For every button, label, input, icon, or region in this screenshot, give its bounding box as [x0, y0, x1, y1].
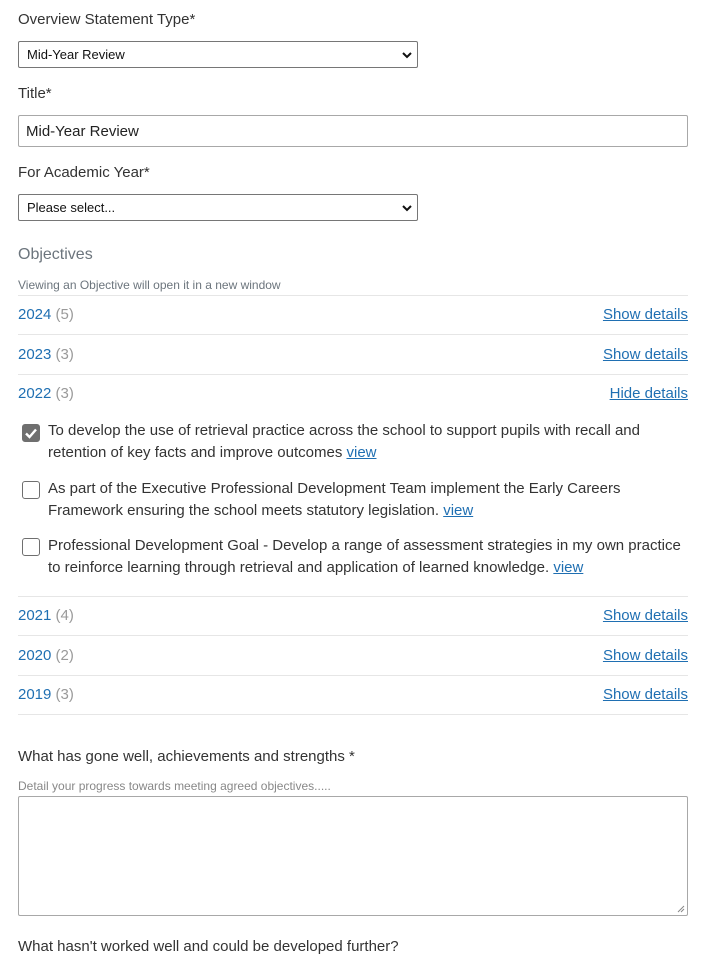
year-count: (4) — [55, 607, 74, 624]
title-input-value: Mid-Year Review — [26, 122, 139, 140]
year-label: 2019 — [18, 686, 52, 703]
objective-item-3 — [48, 535, 698, 578]
objective-checkbox-1[interactable] — [22, 424, 40, 442]
year-row-2020 — [18, 647, 74, 664]
view-objective-link-3[interactable]: view — [553, 558, 584, 576]
divider — [18, 635, 688, 636]
year-row-2023 — [18, 346, 74, 363]
view-objective-link-1[interactable]: view — [346, 443, 377, 461]
year-count: (3) — [55, 346, 74, 363]
went-well-hint: Detail your progress towards meeting agreed objectives..... — [18, 779, 331, 793]
year-count: (3) — [55, 686, 74, 703]
divider — [18, 675, 688, 676]
overview-type-selected-value: Mid-Year Review — [27, 47, 125, 62]
objective-text: To develop the use of retrieval practice across the school to support pupils with recall and — [48, 422, 640, 439]
chevron-down-icon — [401, 49, 413, 61]
objective-text: As part of the Executive Professional Development Team implement the Early Careers — [48, 480, 621, 497]
title-input[interactable] — [18, 115, 688, 147]
went-well-label: What has gone well, achievements and strengths * — [18, 748, 355, 765]
show-details-link-2020[interactable]: Show details — [602, 647, 688, 664]
divider — [18, 596, 688, 597]
show-details-link-2023[interactable]: Show details — [602, 346, 688, 363]
divider — [18, 714, 688, 715]
objective-item-1 — [48, 420, 688, 463]
year-label: 2023 — [18, 346, 52, 363]
objective-text: Framework ensuring the school meets statutory legislation. — [48, 501, 444, 519]
objective-checkbox-3[interactable] — [22, 538, 40, 556]
checkmark-icon — [23, 425, 39, 441]
develop-further-label: What hasn't worked well and could be developed further? — [18, 938, 399, 955]
objective-checkbox-2[interactable] — [22, 481, 40, 499]
objective-item-2 — [48, 478, 688, 521]
objective-text: Professional Development Goal - Develop a range of assessment strategies in my own practice — [48, 537, 681, 554]
year-count: (3) — [55, 385, 74, 402]
title-label: Title* — [18, 85, 52, 102]
year-row-2024 — [18, 306, 74, 323]
year-count: (5) — [55, 306, 74, 323]
show-details-link-2021[interactable]: Show details — [602, 607, 688, 624]
objective-text: to reinforce learning through retrieval and application of learned knowledge. — [48, 558, 554, 576]
academic-year-select[interactable] — [18, 194, 418, 221]
hide-details-link-2022[interactable]: Hide details — [609, 385, 688, 402]
year-count: (2) — [55, 647, 74, 664]
chevron-down-icon — [401, 202, 413, 214]
academic-year-selected-value: Please select... — [27, 200, 116, 215]
year-row-2019 — [18, 686, 74, 703]
divider — [18, 295, 688, 296]
resize-handle-icon[interactable] — [677, 905, 685, 913]
objectives-heading: Objectives — [18, 246, 93, 263]
year-label: 2020 — [18, 647, 52, 664]
divider — [18, 374, 688, 375]
overview-type-label: Overview Statement Type* — [18, 11, 196, 28]
divider — [18, 334, 688, 335]
academic-year-label: For Academic Year* — [18, 164, 150, 181]
year-row-2021 — [18, 607, 74, 624]
objective-text: retention of key facts and improve outcomes — [48, 443, 347, 461]
show-details-link-2024[interactable]: Show details — [602, 306, 688, 323]
overview-type-select[interactable] — [18, 41, 418, 68]
objectives-hint: Viewing an Objective will open it in a new window — [18, 278, 281, 292]
went-well-textarea[interactable] — [18, 796, 688, 916]
year-label: 2024 — [18, 306, 52, 323]
year-label: 2021 — [18, 607, 52, 624]
year-label: 2022 — [18, 385, 52, 402]
view-objective-link-2[interactable]: view — [443, 501, 474, 519]
show-details-link-2019[interactable]: Show details — [602, 686, 688, 703]
year-row-2022 — [18, 385, 74, 402]
